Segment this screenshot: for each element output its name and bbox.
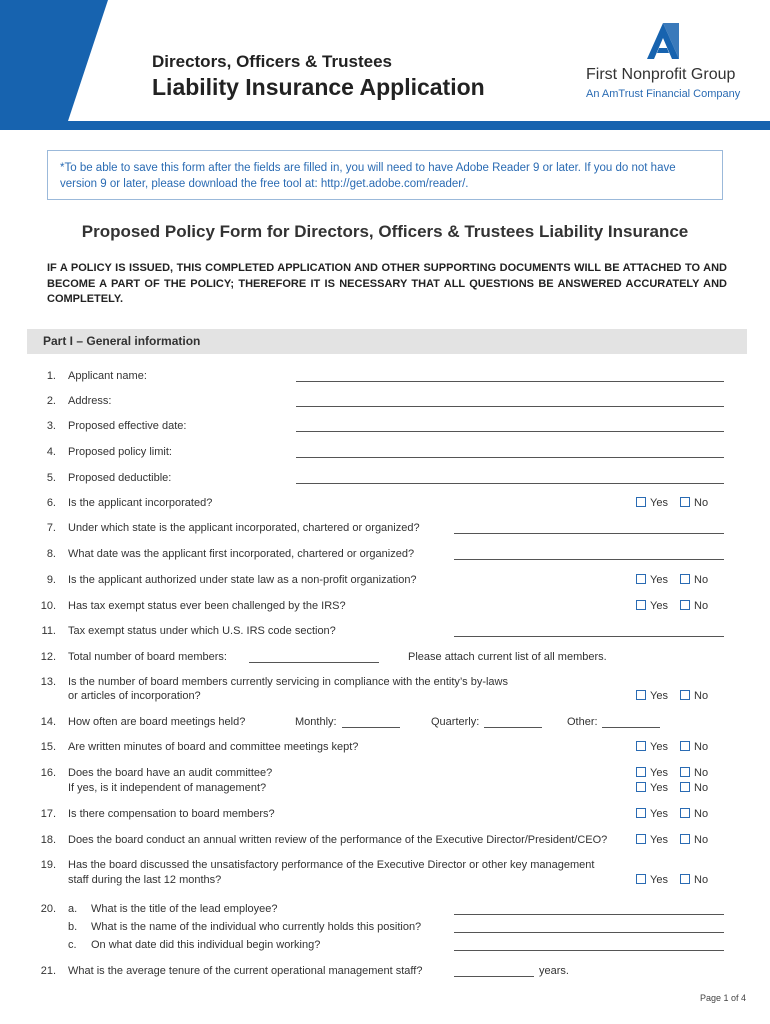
q9-yes-checkbox[interactable] (636, 574, 646, 584)
q20b-label: What is the name of the individual who currently holds this position? (91, 921, 422, 933)
effective-date-field[interactable] (296, 431, 724, 432)
q16b-no-label: No (694, 782, 709, 794)
q8-number: 8. (46, 548, 56, 560)
q13-number: 13. (40, 676, 56, 688)
q13-label: Is the number of board members currently servicing in compliance with the entity’s by-laws (68, 676, 508, 688)
q13-yes-checkbox[interactable] (636, 690, 646, 700)
header (0, 0, 770, 130)
q20b-letter: b. (68, 921, 78, 933)
q16-label: Does the board have an audit committee? (68, 767, 273, 779)
quarterly-field[interactable] (484, 727, 542, 728)
form-title: Proposed Policy Form for Directors, Officers & Trustees Liability Insurance (81, 222, 689, 241)
q19-no-label: No (694, 874, 709, 886)
q13-label-2: or articles of incorporation? (68, 690, 201, 702)
title-line-1: Directors, Officers & Trustees (152, 52, 392, 71)
q8-label: What date was the applicant first incorporated, chartered or organized? (68, 548, 415, 560)
lead-employee-name-field[interactable] (454, 932, 724, 933)
q1-number: 1. (46, 370, 56, 382)
q12-number: 12. (40, 651, 56, 663)
title-line-2: Liability Insurance Application (152, 74, 485, 100)
q4-label: Proposed policy limit: (68, 446, 172, 458)
q16-label-2: If yes, is it independent of management? (68, 782, 267, 794)
q18-label: Does the board conduct an annual written review of the performance of the Executive Director/President/CEO? (68, 834, 608, 846)
q16-yes-label: Yes (650, 767, 668, 779)
q11-label: Tax exempt status under which U.S. IRS code section? (68, 625, 336, 637)
q15-yes-label: Yes (650, 741, 668, 753)
q16-no-label: No (694, 767, 709, 779)
q13-yes-label: Yes (650, 690, 668, 702)
q16b-yes-label: Yes (650, 782, 668, 794)
board-count-field[interactable] (249, 662, 379, 663)
q10-yes-checkbox[interactable] (636, 600, 646, 610)
q19-number: 19. (40, 859, 56, 871)
q18-no-label: No (694, 834, 709, 846)
q17-yes-checkbox[interactable] (636, 808, 646, 818)
monthly-label: Monthly: (295, 716, 337, 728)
deductible-field[interactable] (296, 483, 724, 484)
q6-number: 6. (46, 497, 56, 509)
q6-no-label: No (694, 497, 709, 509)
q9-no-label: No (694, 574, 709, 586)
q11-number: 11. (41, 625, 56, 637)
applicant-name-field[interactable] (296, 381, 724, 382)
part-1-header: Part I – General information (27, 329, 747, 354)
quarterly-label: Quarterly: (431, 716, 480, 728)
q12-note: Please attach current list of all members. (408, 651, 607, 663)
q3-number: 3. (46, 420, 56, 432)
q14-number: 14. (40, 716, 56, 728)
q20a-letter: a. (68, 903, 78, 915)
q9-number: 9. (46, 574, 56, 586)
q15-no-checkbox[interactable] (680, 741, 690, 751)
q3-label: Proposed effective date: (68, 420, 187, 432)
q10-label: Has tax exempt status ever been challenged by the IRS? (68, 600, 346, 612)
lead-employee-title-field[interactable] (454, 914, 724, 915)
q17-number: 17. (40, 808, 56, 820)
incorporation-state-field[interactable] (454, 533, 724, 534)
q18-yes-label: Yes (650, 834, 668, 846)
q7-number: 7. (46, 522, 56, 534)
q1-label: Applicant name: (68, 370, 147, 382)
other-label: Other: (567, 716, 598, 728)
monthly-field[interactable] (342, 727, 400, 728)
q16-number: 16. (40, 767, 56, 779)
q10-no-label: No (694, 600, 709, 612)
other-field[interactable] (602, 727, 660, 728)
amtrust-a-logo-icon (643, 21, 683, 61)
average-tenure-field[interactable] (454, 976, 534, 977)
q19-no-checkbox[interactable] (680, 874, 690, 884)
q13-no-label: No (694, 690, 709, 702)
q14-label: How often are board meetings held? (68, 716, 246, 728)
q16-no-checkbox[interactable] (680, 767, 690, 777)
q2-label: Address: (68, 395, 112, 407)
q13-no-checkbox[interactable] (680, 690, 690, 700)
q2-number: 2. (46, 395, 56, 407)
q10-no-checkbox[interactable] (680, 600, 690, 610)
q10-number: 10. (40, 600, 56, 612)
q18-number: 18. (40, 834, 56, 846)
q9-label: Is the applicant authorized under state law as a non-profit organization? (68, 574, 417, 586)
q20a-label: What is the title of the lead employee? (91, 903, 278, 915)
q21-number: 21. (40, 965, 56, 977)
q9-yes-label: Yes (650, 574, 668, 586)
q17-label: Is there compensation to board members? (68, 808, 275, 820)
q4-number: 4. (46, 446, 56, 458)
q21-label: What is the average tenure of the current operational management staff? (68, 965, 423, 977)
q6-no-checkbox[interactable] (680, 497, 690, 507)
q19-label: Has the board discussed the unsatisfactory performance of the Executive Director or other key management (68, 859, 595, 871)
q5-number: 5. (46, 472, 56, 484)
q20-number: 20. (40, 903, 56, 915)
irs-code-field[interactable] (454, 636, 724, 637)
adobe-notice: *To be able to save this form after the fields are filled in, you will need to have Adobe Reader 9 or later. If you do not have version 9 or later, please download the free tool at: http://get.adobe.com/reader/. (47, 150, 723, 200)
q12-label: Total number of board members: (68, 651, 227, 663)
q6-yes-checkbox[interactable] (636, 497, 646, 507)
q6-label: Is the applicant incorporated? (68, 497, 213, 509)
page-number: Page 1 of 4 (699, 993, 746, 1003)
q17-no-checkbox[interactable] (680, 808, 690, 818)
header-band (0, 121, 770, 130)
q17-yes-label: Yes (650, 808, 668, 820)
q19-label-2: staff during the last 12 months? (68, 874, 222, 886)
lead-employee-start-date-field[interactable] (454, 950, 724, 951)
org-subtitle: An AmTrust Financial Company (586, 88, 741, 100)
q19-yes-checkbox[interactable] (636, 874, 646, 884)
q10-yes-label: Yes (650, 600, 668, 612)
q16-yes-checkbox[interactable] (636, 767, 646, 777)
q15-yes-checkbox[interactable] (636, 741, 646, 751)
q17-no-label: No (694, 808, 709, 820)
q6-yes-label: Yes (650, 497, 668, 509)
q18-yes-checkbox[interactable] (636, 834, 646, 844)
policy-limit-field[interactable] (296, 457, 724, 458)
q21-suffix: years. (539, 965, 569, 977)
q16b-no-checkbox[interactable] (680, 782, 690, 792)
q19-yes-label: Yes (650, 874, 668, 886)
q15-no-label: No (694, 741, 709, 753)
address-field[interactable] (296, 406, 724, 407)
incorporation-date-field[interactable] (454, 559, 724, 560)
q18-no-checkbox[interactable] (680, 834, 690, 844)
q20c-letter: c. (68, 939, 77, 951)
q20c-label: On what date did this individual begin working? (91, 939, 321, 951)
q5-label: Proposed deductible: (68, 472, 172, 484)
warning-text: IF A POLICY IS ISSUED, THIS COMPLETED APPLICATION AND OTHER SUPPORTING DOCUMENTS WILL BE ATTACHED TO AND BECOME A PART OF THE POLICY; THEREFORE IT IS NECESSARY THAT ALL QUESTIONS BE ANSWERED ACCURATELY AND COMPLETELY. (47, 262, 727, 305)
q15-label: Are written minutes of board and committee meetings kept? (68, 741, 359, 753)
org-name: First Nonprofit Group (586, 66, 736, 83)
q9-no-checkbox[interactable] (680, 574, 690, 584)
q15-number: 15. (40, 741, 56, 753)
q16b-yes-checkbox[interactable] (636, 782, 646, 792)
q7-label: Under which state is the applicant incorporated, chartered or organized? (68, 522, 420, 534)
